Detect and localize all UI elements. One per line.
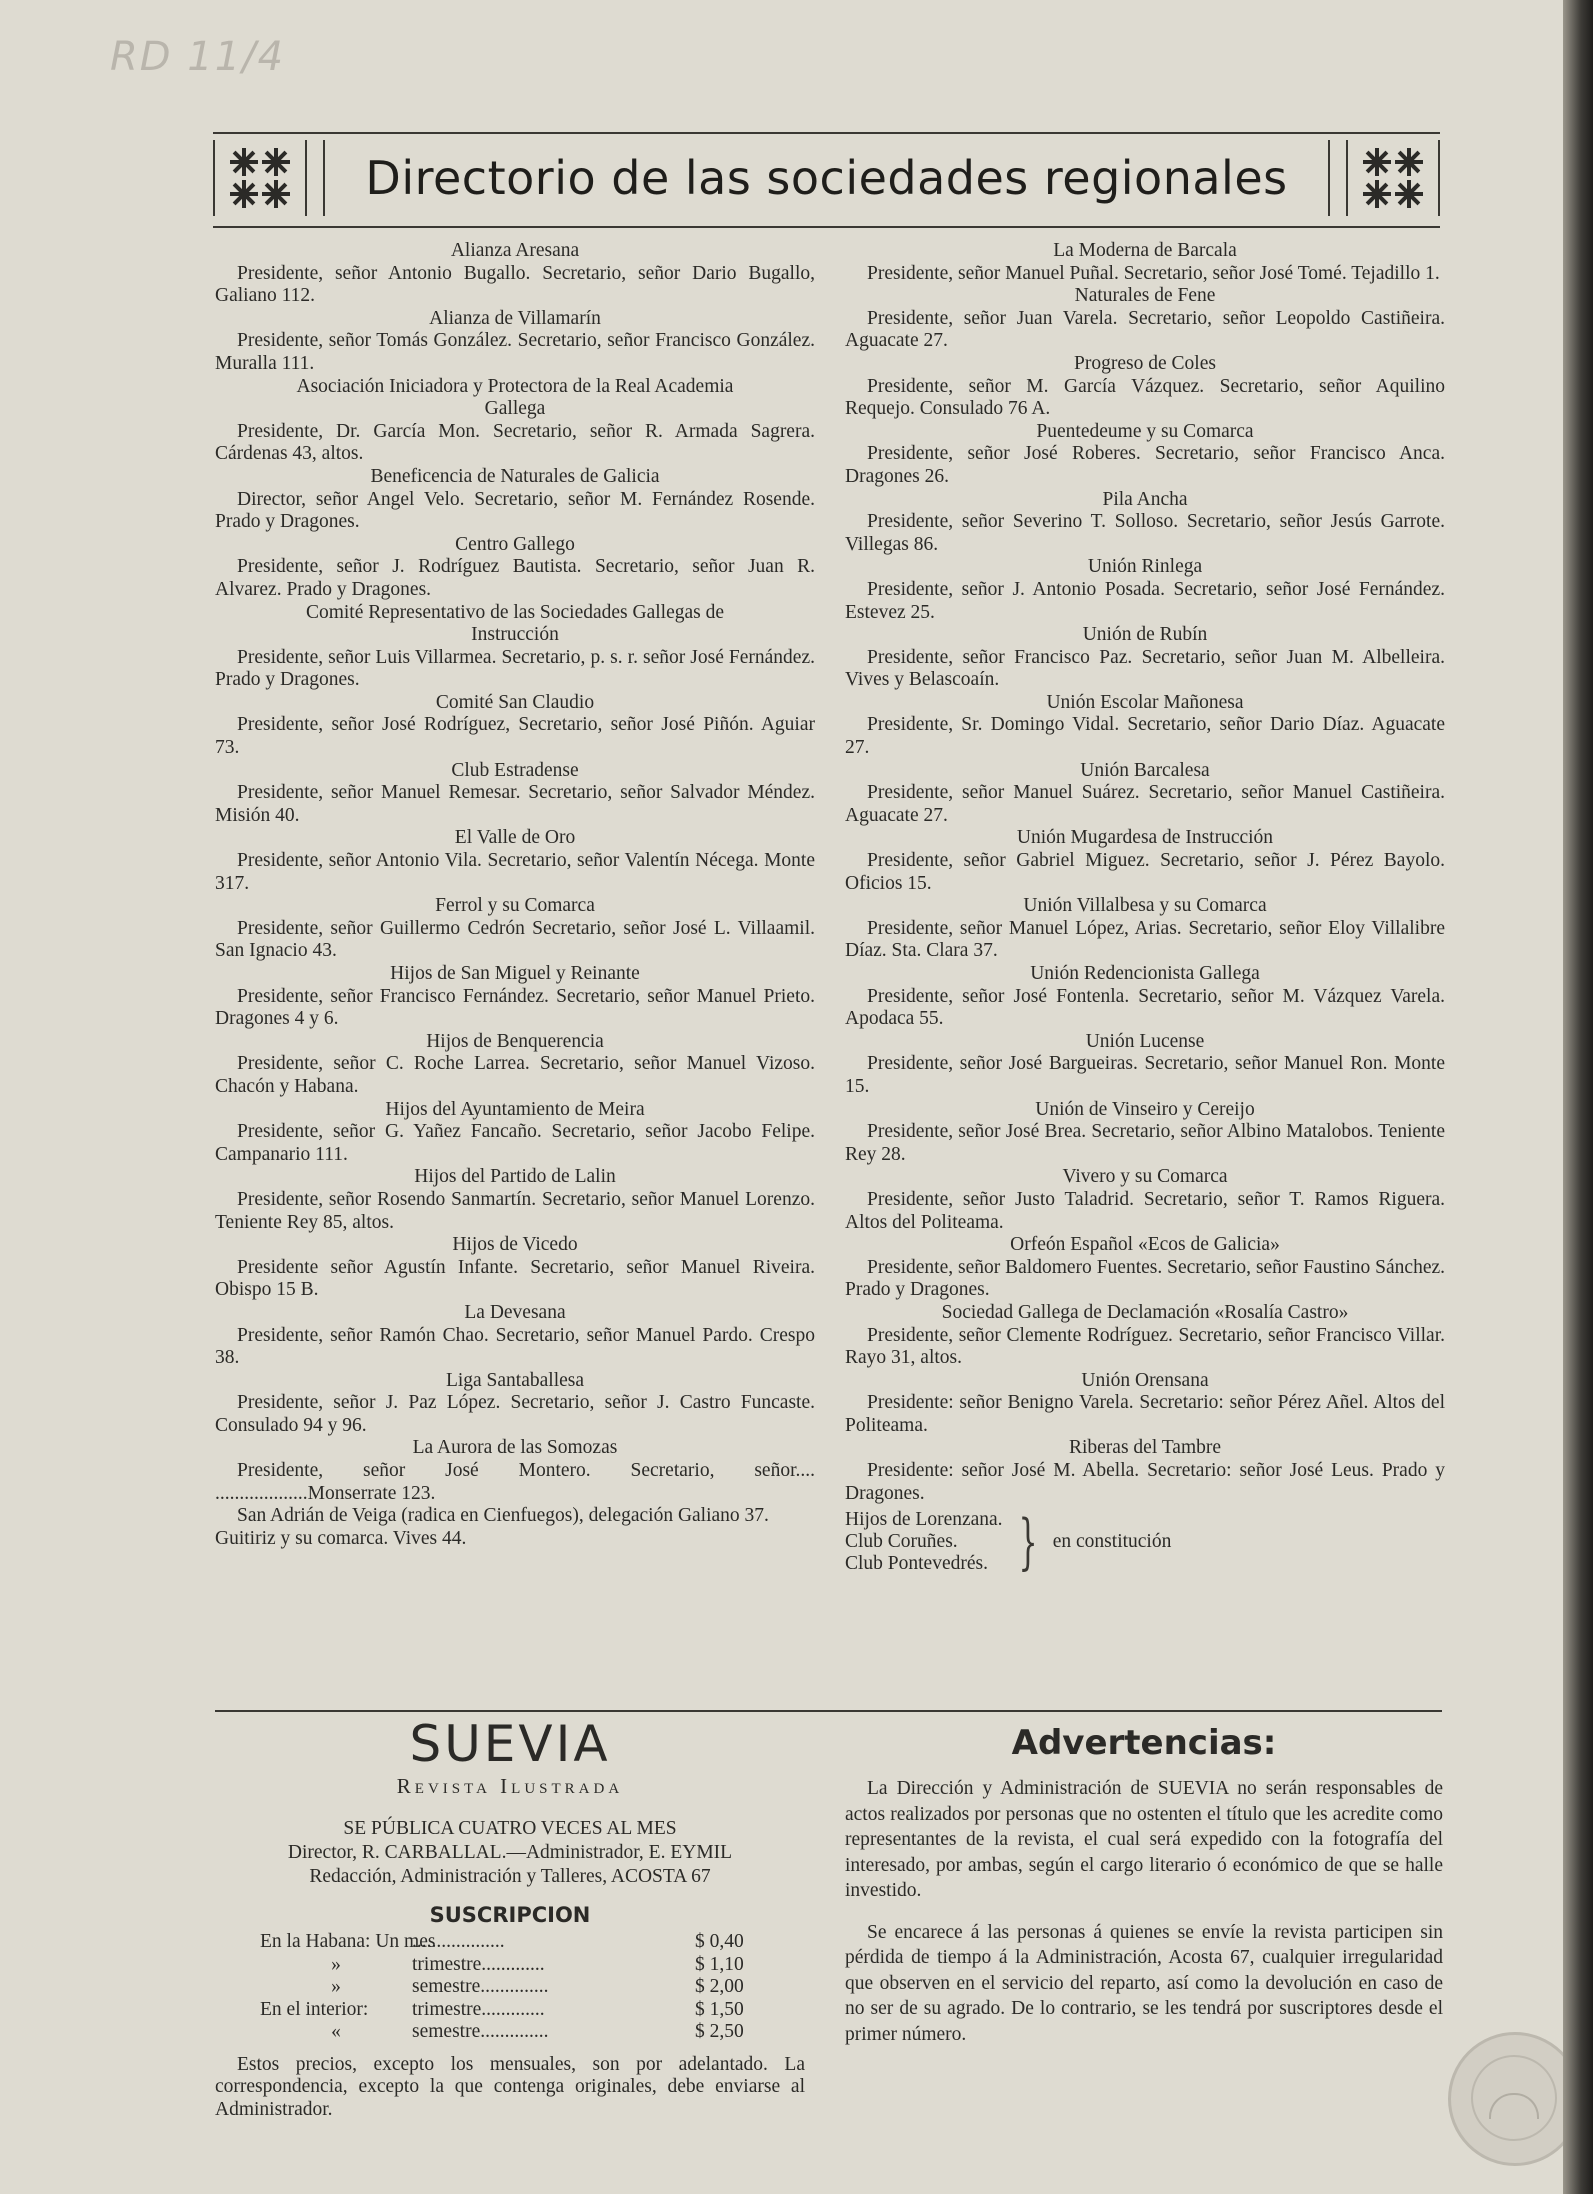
society-name: Unión de Rubín xyxy=(1082,624,1208,646)
society-details: Presidente, señor Rosendo Sanmartín. Secretario, señor Manuel Lorenzo. Teniente Rey 85, altos. xyxy=(215,1188,815,1233)
society-entry xyxy=(215,1099,815,1167)
society-name: Unión Mugardesa de Instrucción xyxy=(1016,827,1274,849)
society-details: Presidente, señor Antonio Bugallo. Secretario, señor Dario Bugallo, Galiano 112. xyxy=(215,262,815,307)
society-details: Presidente, señor José Brea. Secretario, señor Albino Matalobos. Teniente Rey 28. xyxy=(845,1121,1445,1165)
society-entry xyxy=(845,1302,1445,1370)
society-entry xyxy=(845,1234,1445,1302)
society-entry xyxy=(845,1370,1445,1438)
society-name: Hijos de Vicedo xyxy=(452,1234,578,1256)
society-details: Presidente, señor M. García Vázquez. Secretario, señor Aquilino Requejo. Consulado 76 A. xyxy=(845,375,1445,420)
brace-icon: } xyxy=(1018,1507,1038,1578)
society-details: Presidente, señor J. Rodríguez Bautista. Secretario, señor Juan R. Alvarez. Prado y Dragones. xyxy=(215,556,815,600)
society-name: La Moderna de Barcala xyxy=(1053,240,1237,261)
society-details: Presidente, señor J. Antonio Posada. Secretario, señor José Fernández. Estevez 25. xyxy=(845,578,1445,623)
society-entry xyxy=(215,240,815,308)
society-details: Presidente, señor Ramón Chao. Secretario, señor Manuel Pardo. Crespo 38. xyxy=(215,1324,815,1369)
ornament-icon xyxy=(1346,140,1440,216)
suevia-frequency: SE PÚBLICA CUATRO VECES AL MES xyxy=(343,1818,677,1839)
society-entry xyxy=(215,1166,815,1234)
price-row: « semestre.............. $ 2,50 xyxy=(331,2021,744,2042)
society-entry xyxy=(215,376,815,466)
society-name: Ferrol y su Comarca xyxy=(435,895,595,917)
advertencias-paragraph: La Dirección y Administración de SUEVIA no serán responsables de actos realizados por personas que no ostenten el título que les acredite como representantes de la revista, el cual será expedido con la fotografía del interesado, por ambas, según el cargo literario ó económico de que se halle investido. xyxy=(845,1778,1443,1901)
price-row: » trimestre............. $ 1,10 xyxy=(331,1953,744,1975)
society-entry xyxy=(845,1031,1445,1099)
society-details: Presidente, señor José Fontenla. Secretario, señor M. Vázquez Varela. Apodaca 55. xyxy=(845,985,1445,1030)
society-entry xyxy=(845,963,1445,1031)
society-details: Presidente, señor Antonio Vila. Secretario, señor Valentín Nécega. Monte 317. xyxy=(215,850,815,894)
society-details: Presidente, señor C. Roche Larrea. Secretario, señor Manuel Vizoso. Chacón y Habana. xyxy=(215,1053,815,1097)
society-name: Sociedad Gallega de Declamación «Rosalía Castro» xyxy=(941,1301,1349,1323)
society-details: Presidente, señor José Rodríguez, Secretario, señor José Piñón. Aguiar 73. xyxy=(215,714,815,759)
society-name: Hijos del Partido de Lalin xyxy=(414,1166,616,1188)
advertencias-box xyxy=(845,1720,1443,2063)
society-details: Presidente, señor José Bargueiras. Secretario, señor Manuel Ron. Monte 15. xyxy=(845,1053,1445,1097)
directory-header xyxy=(213,132,1440,228)
society-entry xyxy=(215,1437,815,1505)
society-details: Presidente, señor Justo Taladrid. Secretario, señor T. Ramos Riguera. Altos del Politeama. xyxy=(845,1188,1445,1233)
society-name: Alianza de Villamarín xyxy=(429,307,601,329)
directory-left-column xyxy=(215,240,815,1550)
society-name: Alianza Aresana xyxy=(450,240,580,261)
society-name: Unión Rinlega xyxy=(1087,556,1203,578)
society-entry xyxy=(845,240,1445,285)
society-entry xyxy=(215,466,815,534)
society-delegation: San Adrián de Veiga (radica en Cienfuegos), delegación Galiano 37. xyxy=(237,1505,769,1527)
society-entry xyxy=(845,1437,1445,1505)
price-row: » semestre.............. $ 2,00 xyxy=(331,1976,744,1997)
society-details: Presidente, señor José Montero. Secretario, señor.... ...................Monserrate 123. xyxy=(215,1460,815,1504)
society-name: Riberas del Tambre xyxy=(1068,1437,1222,1459)
society-name: Hijos de Benquerencia xyxy=(426,1030,604,1052)
society-name: Naturales de Fene xyxy=(1074,285,1216,307)
pending-society: Club Coruñes. xyxy=(845,1531,958,1553)
society-name: Pila Ancha xyxy=(1102,488,1188,510)
suevia-staff: Director, R. CARBALLAL.—Administrador, E. EYMIL xyxy=(287,1842,733,1863)
page-title: Directorio de las sociedades regionales xyxy=(365,151,1288,205)
society-name: Centro Gallego xyxy=(455,533,575,555)
society-details: Presidente, señor José Roberes. Secretario, señor Francisco Anca. Dragones 26. xyxy=(845,443,1445,487)
society-entry xyxy=(845,895,1445,963)
society-entry xyxy=(215,895,815,963)
society-entry xyxy=(215,963,815,1031)
price-row: En el interior: trimestre............. $ 1,50 xyxy=(260,1998,744,2020)
society-name: Progreso de Coles xyxy=(1074,352,1216,374)
society-details: Presidente: señor José M. Abella. Secretario: señor José Leus. Prado y Dragones. xyxy=(845,1460,1445,1504)
book-spine xyxy=(1563,0,1593,2194)
society-details: Presidente, señor Manuel Remesar. Secretario, señor Salvador Méndez. Misión 40. xyxy=(215,782,815,826)
society-entry xyxy=(845,692,1445,760)
society-name: El Valle de Oro xyxy=(454,827,576,849)
society-details: Presidente, señor Guillermo Cedrón Secretario, señor José L. Villaamil. San Ignacio 43. xyxy=(215,917,815,962)
society-entry xyxy=(845,827,1445,895)
in-constitution-label: en constitución xyxy=(1052,1530,1172,1552)
society-details: Presidente, señor Juan Varela. Secretario, señor Leopoldo Castiñeira. Aguacate 27. xyxy=(845,307,1445,352)
society-entry xyxy=(845,1099,1445,1167)
society-name: Unión Lucense xyxy=(1085,1030,1205,1052)
society-name: La Aurora de las Somozas xyxy=(412,1437,618,1459)
society-entry xyxy=(215,1370,815,1438)
society-entry xyxy=(215,308,815,376)
society-entry xyxy=(845,489,1445,557)
society-entry xyxy=(845,285,1445,353)
society-name: Unión Escolar Mañonesa xyxy=(1046,691,1244,713)
society-name: Hijos de San Miguel y Reinante xyxy=(390,963,640,984)
society-details: Director, señor Angel Velo. Secretario, señor M. Fernández Rosende. Prado y Dragones. xyxy=(215,488,815,533)
library-seal xyxy=(1448,2032,1582,2166)
society-entry xyxy=(215,760,815,828)
society-details: Presidente, señor Gabriel Miguez. Secretario, señor J. Pérez Bayolo. Oficios 15. xyxy=(845,850,1445,894)
section-divider xyxy=(215,1710,1442,1712)
society-name: Unión de Vinseiro y Cereijo xyxy=(1035,1098,1255,1120)
society-name: Orfeón Español «Ecos de Galicia» xyxy=(1010,1234,1280,1256)
in-constitution-group xyxy=(845,1507,1445,1578)
society-entry xyxy=(845,624,1445,692)
society-entry xyxy=(845,1166,1445,1234)
society-entry xyxy=(215,692,815,760)
society-entry xyxy=(215,1031,815,1099)
society-details: Presidente, señor Clemente Rodríguez. Secretario, señor Francisco Villar. Rayo 31, altos. xyxy=(845,1324,1445,1369)
society-details: Presidente, señor Tomás González. Secretario, señor Francisco González. Muralla 111. xyxy=(215,330,815,374)
society-details: Presidente, señor Severino T. Solloso. Secretario, señor Jesús Garrote. Villegas 86. xyxy=(845,511,1445,555)
society-details: Presidente, señor Baldomero Fuentes. Secretario, señor Faustino Sánchez. Prado y Dragones. xyxy=(845,1256,1445,1301)
price-row: En la Habana: Un mes ................... $ 0,40 xyxy=(260,1931,744,1952)
pending-society: Hijos de Lorenzana. xyxy=(845,1509,1003,1531)
society-entry xyxy=(845,760,1445,828)
society-details: Presidente, señor Manuel Suárez. Secretario, señor Manuel Castiñeira. Aguacate 27. xyxy=(845,782,1445,826)
society-name: La Devesana xyxy=(464,1301,566,1323)
pencil-annotation: RD 11/4 xyxy=(110,34,286,80)
subscription-title: SUSCRIPCION xyxy=(429,1903,591,1927)
society-name: Hijos del Ayuntamiento de Meira xyxy=(385,1098,645,1120)
society-entry xyxy=(845,556,1445,624)
society-details: Presidente, Dr. García Mon. Secretario, señor R. Armada Sagrera. Cárdenas 43, altos. xyxy=(215,420,815,465)
society-entry-inline: Guitiriz y su comarca. Vives 44. xyxy=(215,1527,467,1549)
suevia-subtitle: Revista Ilustrada xyxy=(396,1774,624,1798)
subscription-note: Estos precios, excepto los mensuales, son por adelantado. La correspondencia, excepto la que contenga originales, debe enviarse al Administrador. xyxy=(215,2053,805,2120)
society-name: Unión Redencionista Gallega xyxy=(1030,963,1260,984)
society-details: Presidente, señor Francisco Fernández. Secretario, señor Manuel Prieto. Dragones 4 y 6. xyxy=(215,985,815,1030)
society-entry xyxy=(215,1302,815,1370)
society-details: Presidente, señor Luis Villarmea. Secretario, p. s. r. señor José Fernández. Prado y Dragones. xyxy=(215,646,815,691)
suevia-box xyxy=(215,1716,805,2121)
advertencias-title: Advertencias: xyxy=(1011,1723,1277,1763)
society-name: Comité San Claudio xyxy=(435,691,595,713)
society-name: Comité Representativo de las Sociedades Gallegas de Instrucción xyxy=(305,601,725,646)
society-name: Puentedeume y su Comarca xyxy=(1036,420,1254,442)
society-name: Asociación Iniciadora y Protectora de la Real Academia Gallega xyxy=(296,375,734,420)
society-name: Liga Santaballesa xyxy=(445,1369,585,1391)
society-entry xyxy=(215,827,815,895)
society-details: Presidente señor Agustín Infante. Secretario, señor Manuel Riveira. Obispo 15 B. xyxy=(215,1256,815,1301)
society-entry xyxy=(215,534,815,602)
society-details: Presidente, señor J. Paz López. Secretario, señor J. Castro Funcaste. Consulado 94 y 96. xyxy=(215,1392,815,1436)
society-entry xyxy=(215,1234,815,1302)
society-entry xyxy=(845,353,1445,421)
society-name: Unión Barcalesa xyxy=(1080,759,1210,781)
society-name: Club Estradense xyxy=(451,759,579,781)
pending-society: Club Pontevedrés. xyxy=(845,1553,988,1575)
society-name: Beneficencia de Naturales de Galicia xyxy=(370,465,660,487)
society-details: Presidente, señor Manuel López, Arias. Secretario, señor Eloy Villalibre Díaz. Sta. Clara 37. xyxy=(845,917,1445,962)
directory-right-column xyxy=(845,240,1445,1578)
society-name: Vivero y su Comarca xyxy=(1062,1166,1228,1188)
society-details: Presidente, señor G. Yañez Fancaño. Secretario, señor Jacobo Felipe. Campanario 111. xyxy=(215,1121,815,1165)
society-name: Unión Villalbesa y su Comarca xyxy=(1023,895,1267,917)
suevia-address: Redacción, Administración y Talleres, ACOSTA 67 xyxy=(309,1866,711,1887)
advertencias-paragraph: Se encarece á las personas á quienes se envíe la revista participen sin pérdida de tiempo á la Administración, Acosta 67, cualquier irregularidad que observen en el servicio del reparto, así como la devolución en caso de no ser de su agrado. De lo contrario, se les tendrá por suscriptores desde el primer número. xyxy=(845,1921,1443,2045)
society-name: Unión Orensana xyxy=(1081,1369,1209,1391)
society-details: Presidente: señor Benigno Varela. Secretario: señor Pérez Añel. Altos del Politeama. xyxy=(845,1392,1445,1436)
society-details: Presidente, señor Francisco Paz. Secretario, señor Juan M. Albelleira. Vives y Belascoaín. xyxy=(845,646,1445,691)
suevia-title: SUEVIA xyxy=(409,1715,611,1773)
society-entry xyxy=(845,421,1445,489)
society-entry xyxy=(215,602,815,692)
society-details: Presidente, señor Manuel Puñal. Secretario, señor José Tomé. Tejadillo 1. xyxy=(867,262,1440,284)
society-details: Presidente, Sr. Domingo Vidal. Secretario, señor Dario Díaz. Aguacate 27. xyxy=(845,714,1445,759)
ornament-icon xyxy=(213,140,307,216)
